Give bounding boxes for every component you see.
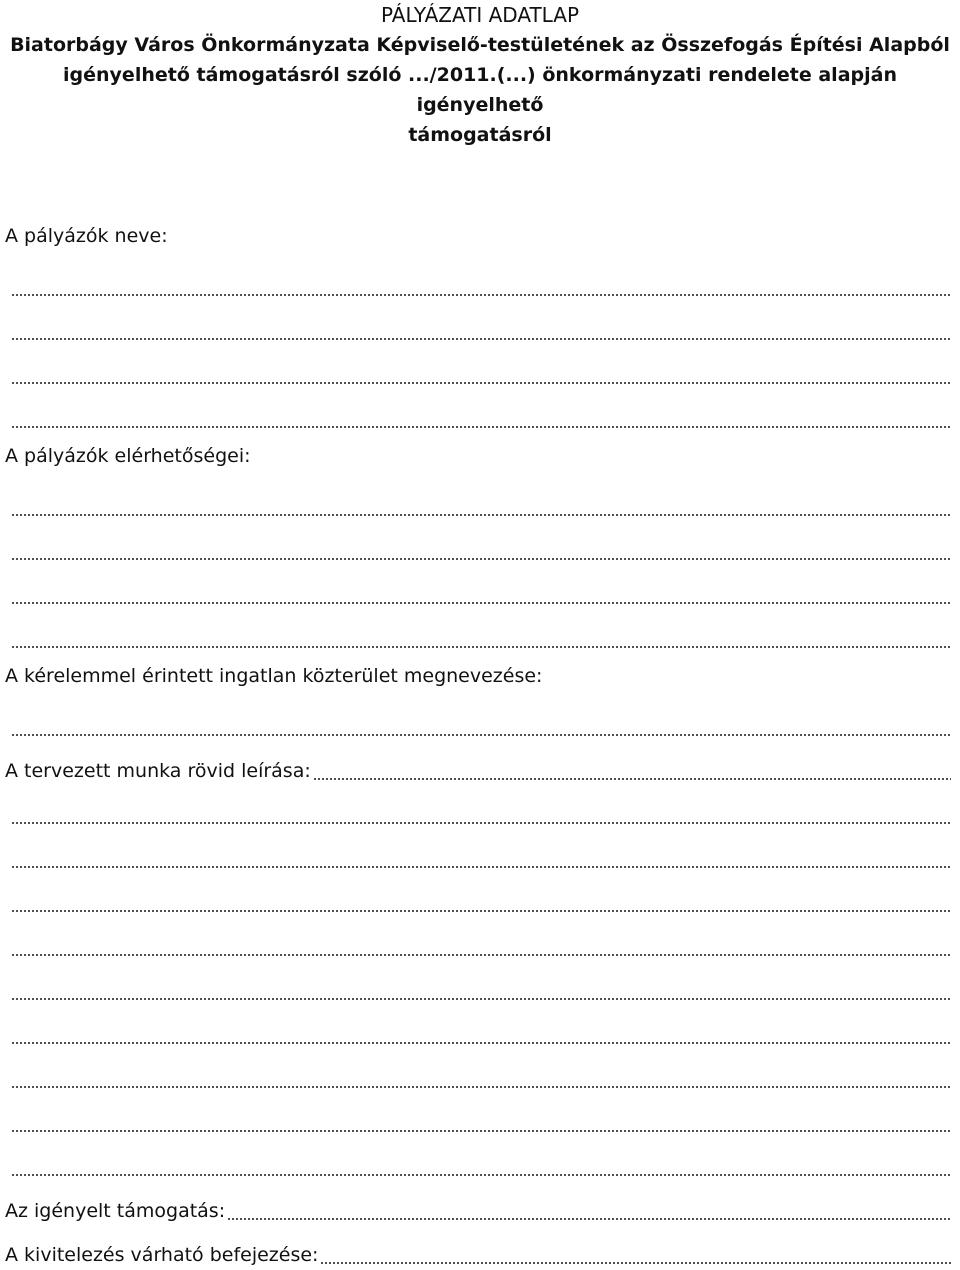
form-title: PÁLYÁZATI ADATLAP <box>380 3 580 27</box>
work-description-line-3[interactable] <box>5 874 951 918</box>
completion-date-label: A kivitelezés várható befejezése: <box>5 1244 319 1266</box>
completion-date-line[interactable] <box>318 1226 951 1270</box>
work-description-line-2[interactable] <box>5 830 951 874</box>
work-description-line-1[interactable] <box>5 786 951 830</box>
work-description-line-8[interactable] <box>5 1094 951 1138</box>
header-line-3: támogatásról <box>408 124 552 146</box>
contacts-line-4[interactable] <box>5 610 951 654</box>
applicant-name-line-1[interactable] <box>5 258 951 302</box>
work-description-line-6[interactable] <box>5 1006 951 1050</box>
contacts-line-2[interactable] <box>5 522 951 566</box>
requested-support-line[interactable] <box>225 1182 951 1226</box>
header-line-1: Biatorbágy Város Önkormányzata Képviselő-testületének az Összefogás Építési Alapból <box>10 34 950 56</box>
completion-date-row <box>5 1226 951 1270</box>
header-line-2: igényelhető támogatásról szóló .../2011.(...) önkormányzati rendelete alapján igényelhető <box>63 64 897 116</box>
contacts-line-3[interactable] <box>5 566 951 610</box>
applicant-name-label: A pályázók neve: <box>5 225 168 247</box>
applicant-name-line-3[interactable] <box>5 346 951 390</box>
applicant-name-line-4[interactable] <box>5 390 951 434</box>
work-description-line-7[interactable] <box>5 1050 951 1094</box>
form-header <box>0 0 960 150</box>
application-form <box>5 214 951 1270</box>
contacts-label: A pályázók elérhetőségei: <box>5 445 251 467</box>
public-area-label: A kérelemmel érintett ingatlan közterület megnevezése: <box>5 665 543 687</box>
work-description-line-4[interactable] <box>5 918 951 962</box>
work-description-line-5[interactable] <box>5 962 951 1006</box>
requested-support-label: Az igényelt támogatás: <box>5 1200 226 1222</box>
requested-support-row <box>5 1182 951 1226</box>
applicant-name-line-2[interactable] <box>5 302 951 346</box>
work-description-line-0[interactable] <box>311 742 951 786</box>
work-description-row <box>5 742 951 786</box>
work-description-line-9[interactable] <box>5 1138 951 1182</box>
work-description-label: A tervezett munka rövid leírása: <box>5 760 311 782</box>
contacts-line-1[interactable] <box>5 478 951 522</box>
public-area-line[interactable] <box>5 698 951 742</box>
